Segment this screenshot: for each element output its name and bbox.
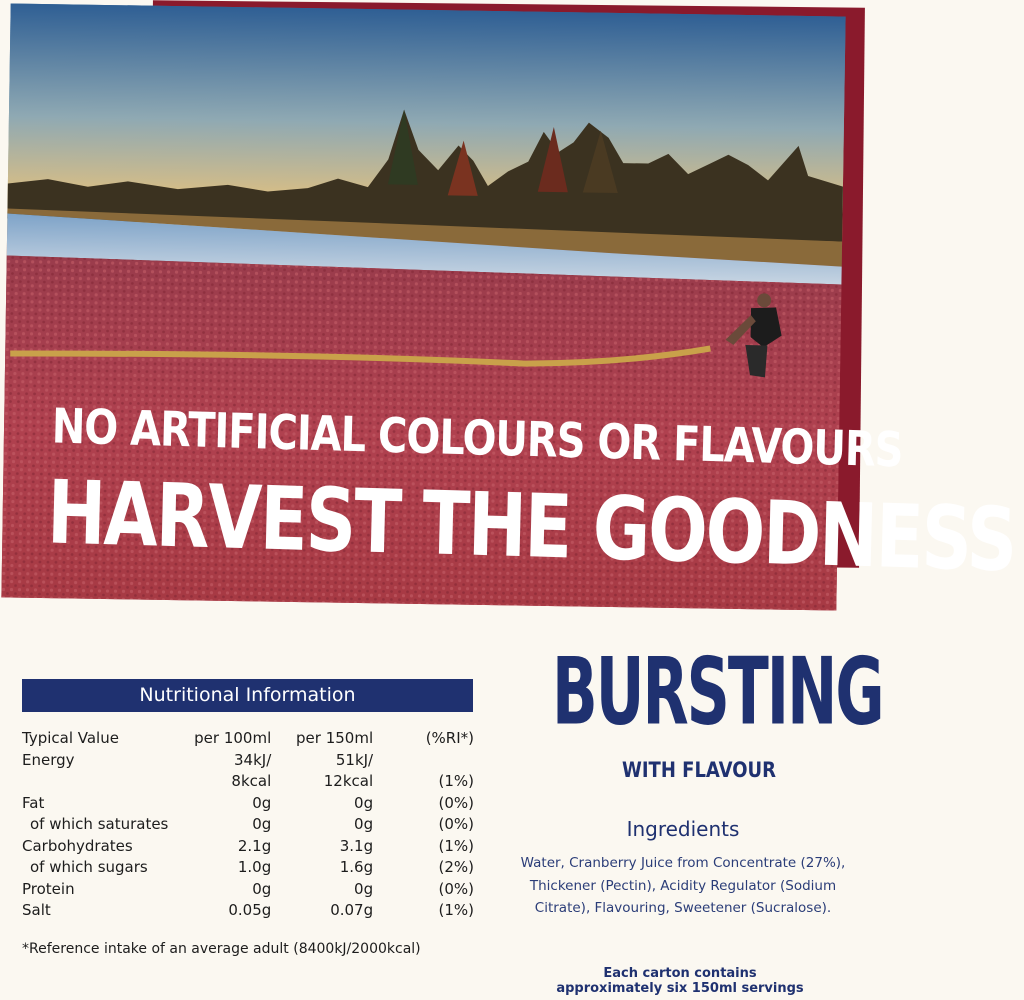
table-row [22,793,474,815]
row-per-150ml: 12kcal [323,772,374,790]
row-label: Energy [22,750,75,769]
table-row [22,879,474,901]
serving-line-2: approximately six 150ml servings [556,981,804,996]
table-row [22,750,474,772]
row-ri: (0%) [438,815,474,833]
table-row [22,857,474,879]
row-label: of which saturates [30,815,169,833]
row-label: Fat [22,793,45,812]
row-ri: (0%) [438,879,474,898]
nutrition-table [22,728,474,922]
header-per-100ml: per 100ml [194,729,272,747]
row-per-150ml: 0g [354,879,374,898]
row-per-150ml: 0g [354,815,374,833]
row-ri [373,750,474,772]
row-per-150ml: 3.1g [339,836,374,855]
row-label: Salt [22,901,51,919]
header-typical-value: Typical Value [22,729,119,747]
serving-line-1: Each carton contains [603,966,757,981]
with-flavour-text: WITH FLAVOUR [622,758,777,784]
ingredients-title: Ingredients [626,817,740,841]
table-row [22,900,474,922]
row-ri: (1%) [438,772,474,790]
row-label: Carbohydrates [22,836,133,855]
row-label [22,771,188,793]
row-per-100ml: 2.1g [237,836,272,855]
ingredients-text: Water, Cranberry Juice from Concentrate (27%), Thickener (Pectin), Acidity Regulator (Sodium Citrate), Flavouring, Sweetener (Sucralose). [520,855,846,916]
cranberry-harvest-photo [1,3,1017,610]
row-per-100ml: 1.0g [237,858,272,876]
row-label: of which sugars [30,858,148,876]
table-row [22,814,474,836]
row-per-150ml: 1.6g [339,858,374,876]
reference-intake-footnote: *Reference intake of an average adult (8400kJ/2000kcal) [22,941,421,957]
row-per-100ml: 8kcal [231,772,272,790]
row-ri: (0%) [438,793,474,812]
nutrition-header-row [22,728,474,750]
header-per-150ml: per 150ml [296,729,374,747]
row-per-100ml: 0g [252,793,272,812]
row-ri: (2%) [438,858,474,876]
row-per-150ml: 51kJ/ [335,750,374,769]
row-per-100ml: 0g [252,879,272,898]
table-row [22,836,474,858]
serving-info [540,966,820,996]
row-per-150ml: 0g [354,793,374,812]
headline-no-artificial: NO ARTIFICIAL COLOURS OR FLAVOURS [51,399,904,479]
bursting-logo-text: BURSTING [552,638,883,747]
row-per-100ml: 0g [252,815,272,833]
row-per-150ml: 0.07g [330,901,374,919]
row-ri: (1%) [438,901,474,919]
row-label: Protein [22,879,75,898]
table-row [22,771,474,793]
headline-harvest-goodness: HARVEST THE GOODNESS [46,461,1017,592]
row-per-100ml: 34kJ/ [234,750,272,769]
row-per-100ml: 0.05g [228,901,272,919]
nutrition-title-bar: Nutritional Information [22,679,473,712]
row-ri: (1%) [438,836,474,855]
header-ri: (%RI*) [425,729,474,747]
